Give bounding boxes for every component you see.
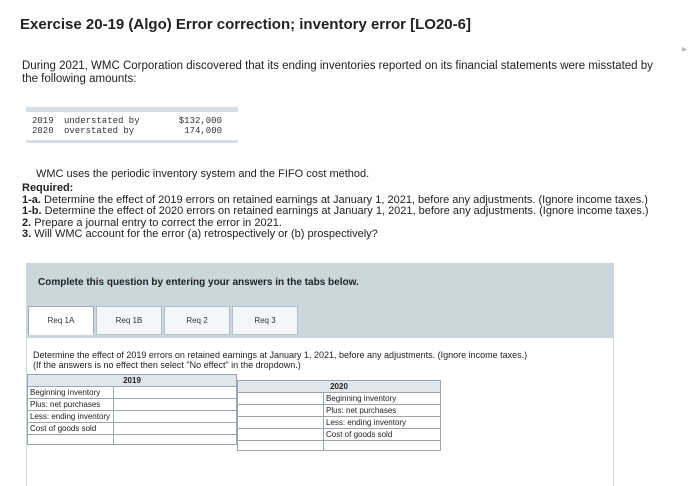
- intro-text: During 2021, WMC Corporation discovered that its ending inventories reported on its financial statements were misstated by the following amounts:: [22, 60, 653, 85]
- table-2019-header: 2019: [28, 375, 237, 387]
- answer-cell[interactable]: [114, 387, 237, 399]
- row-label: [28, 435, 114, 445]
- answer-cell[interactable]: [114, 411, 237, 423]
- misstatement-table: [26, 107, 238, 143]
- misstatement-row: [26, 116, 238, 126]
- table-2020-header: 2020: [238, 381, 441, 393]
- misstatement-year: 2020: [32, 126, 54, 136]
- required-item-text: Prepare a journal entry to correct the error in 2021.: [31, 216, 282, 229]
- table-2020: [237, 380, 441, 451]
- row-label: Beginning inventory: [324, 393, 441, 405]
- row-label: [324, 441, 441, 451]
- misstatement-row: [26, 126, 238, 136]
- answer-cell[interactable]: [238, 441, 324, 451]
- misstatement-value: $132,000: [178, 116, 222, 126]
- table-row: [238, 441, 441, 451]
- row-label: Plus: net purchases: [324, 405, 441, 417]
- method-text: WMC uses the periodic inventory system and the FIFO cost method.: [36, 168, 370, 180]
- required-item-num: 3.: [22, 228, 32, 241]
- answer-cell[interactable]: [238, 417, 324, 429]
- required-item: [22, 229, 682, 241]
- required-item-text: Determine the effect of 2020 errors on retained earnings at January 1, 2021, before any adjustments. (Ignore income taxes.): [41, 205, 649, 218]
- instruction-line: Determine the effect of 2019 errors on retained earnings at January 1, 2021, before any adjustments. (Ignore income taxes.): [33, 350, 528, 360]
- required-section: [22, 183, 682, 241]
- misstatement-desc: understated by: [64, 116, 140, 126]
- row-label: Less: ending inventory: [28, 411, 114, 423]
- table-row: [238, 405, 441, 417]
- answer-cell[interactable]: [238, 393, 324, 405]
- instructions: [33, 350, 527, 370]
- complete-question-text: Complete this question by entering your answers in the tabs below.: [38, 277, 359, 288]
- table-row: [238, 393, 441, 405]
- required-item-num: 1-a.: [22, 193, 41, 206]
- answer-cell[interactable]: [114, 435, 237, 445]
- answer-cell[interactable]: [114, 399, 237, 411]
- required-title: Required:: [22, 182, 74, 194]
- instruction-note: (If the answers is no effect then select "No effect" in the dropdown.): [33, 360, 301, 370]
- row-label: Plus: net purchases: [28, 399, 114, 411]
- table-row: [28, 435, 237, 445]
- answer-cell[interactable]: [238, 405, 324, 417]
- tab-panel: [26, 338, 614, 486]
- tab-bar: [26, 298, 614, 338]
- misstatement-year: 2019: [32, 116, 54, 126]
- tab-req-1a[interactable]: Req 1A: [28, 306, 94, 335]
- required-item-num: 1-b.: [22, 205, 42, 218]
- misstatement-value: 174,000: [184, 126, 222, 136]
- table-row: [238, 429, 441, 441]
- table-row: [238, 417, 441, 429]
- tab-req-3[interactable]: Req 3: [232, 306, 298, 335]
- answer-cell[interactable]: [238, 429, 324, 441]
- decorative-dot-icon: ▸: [682, 44, 688, 55]
- table-row: [28, 411, 237, 423]
- required-item-text: Will WMC account for the error (a) retrospectively or (b) prospectively?: [31, 228, 378, 241]
- table-2019: [27, 374, 237, 445]
- table-row: [28, 387, 237, 399]
- tab-req-1b[interactable]: Req 1B: [96, 306, 162, 335]
- answer-cell[interactable]: [114, 423, 237, 435]
- required-item-text: Determine the effect of 2019 errors on retained earnings at January 1, 2021, before any adjustments. (Ignore income taxes.): [40, 193, 648, 206]
- page-title: Exercise 20-19 (Algo) Error correction; inventory error [LO20-6]: [20, 16, 471, 33]
- table-row: [28, 399, 237, 411]
- table-row: [28, 423, 237, 435]
- misstatement-desc: overstated by: [64, 126, 135, 136]
- row-label: Cost of goods sold: [324, 429, 441, 441]
- required-item-num: 2.: [22, 216, 32, 229]
- tab-req-2[interactable]: Req 2: [164, 306, 230, 335]
- row-label: Beginning inventory: [28, 387, 114, 399]
- row-label: Less: ending inventory: [324, 417, 441, 429]
- row-label: Cost of goods sold: [28, 423, 114, 435]
